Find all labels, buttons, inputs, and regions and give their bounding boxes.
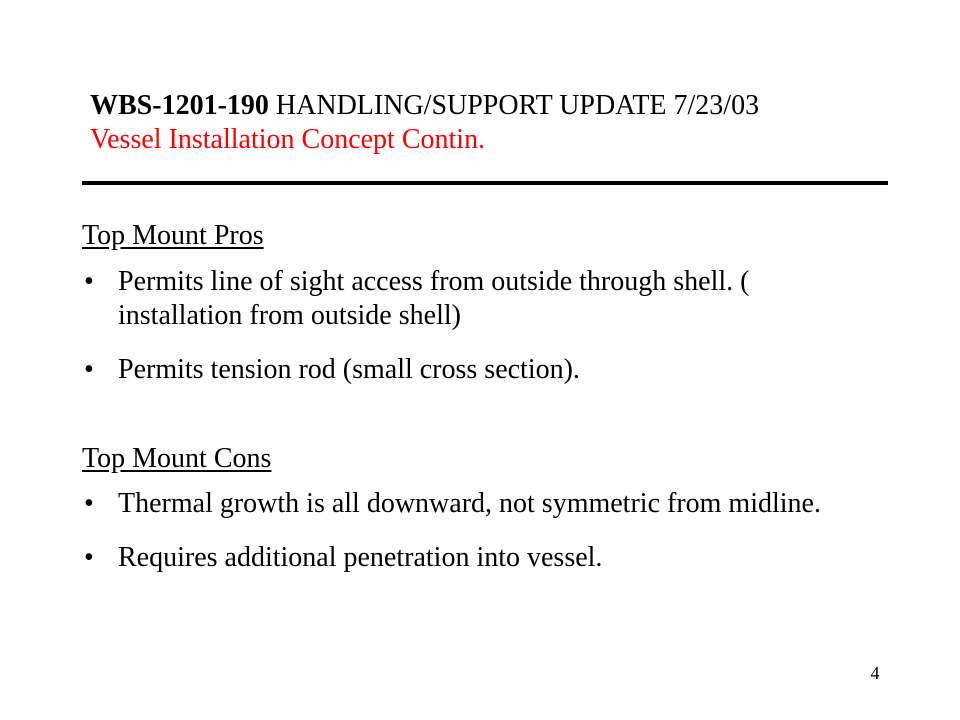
title-main: HANDLING/SUPPORT UPDATE 7/23/03: [268, 90, 760, 121]
list-item: [82, 541, 862, 575]
title-line-1: [90, 89, 910, 123]
bullet-text: Permits tension rod (small cross section).: [118, 354, 580, 385]
title-subtitle: Vessel Installation Concept Contin.: [90, 124, 486, 155]
bullet-icon: •: [84, 354, 94, 385]
bullet-icon: •: [84, 542, 94, 573]
cons-list: [82, 487, 862, 595]
slide-title: [90, 89, 910, 157]
page-number: 4: [870, 663, 880, 683]
list-item: [82, 487, 862, 521]
bullet-icon: •: [84, 266, 94, 297]
pros-list: [82, 265, 862, 407]
wbs-code: WBS-1201-190: [90, 90, 269, 121]
bullet-text: Permits line of sight access from outside through shell. ( installation from outside shell): [118, 266, 750, 331]
bullet-text: Requires additional penetration into vessel.: [118, 542, 603, 573]
list-item: [82, 353, 862, 387]
title-divider: [82, 181, 888, 185]
cons-heading: Top Mount Cons: [82, 443, 272, 474]
bullet-icon: •: [84, 488, 94, 519]
pros-heading: Top Mount Pros: [82, 220, 264, 251]
bullet-text: Thermal growth is all downward, not symmetric from midline.: [118, 488, 821, 519]
list-item: [82, 265, 862, 333]
